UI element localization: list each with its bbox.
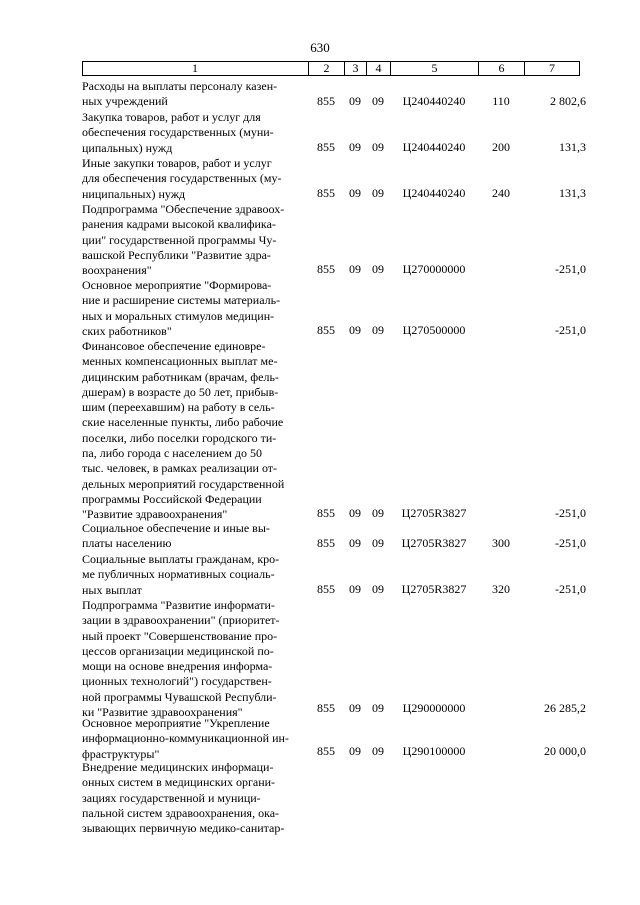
- row-name: Подпрограмма "Развитие информати- зации в здравоохранении" (приоритет- ный проект "Совершенствование про- цессов организации медицинской по- мощи на основе внедрения информа- ционных технологий") государствен- ной программы Чувашской Республи- ки "Развитие здравоохранения": [82, 598, 280, 720]
- row-target-code: Ц240440240: [402, 140, 466, 154]
- row-ministry-code: 855: [317, 186, 335, 200]
- row-subsection-code: 09: [372, 582, 384, 596]
- header-right-edge: [579, 62, 580, 76]
- row-name: Подпрограмма "Обеспечение здравоох- ранения кадрами высокой квалифика- ции" государственной программы Чу- вашской Республики "Развитие здра- воохранения": [82, 202, 285, 278]
- row-target-code: Ц2705R3827: [401, 506, 467, 520]
- row-section-code: 09: [349, 140, 361, 154]
- row-name: Расходы на выплаты персоналу казен- ных учреждений: [82, 79, 278, 109]
- row-section-code: 09: [349, 262, 361, 276]
- row-ministry-code: 855: [317, 582, 335, 596]
- row-subsection-code: 09: [372, 262, 384, 276]
- row-ministry-code: 855: [317, 94, 335, 108]
- header-col-3: 3: [352, 61, 359, 75]
- row-subsection-code: 09: [372, 744, 384, 758]
- row-amount: -251,0: [555, 262, 586, 276]
- row-amount: 26 285,2: [544, 701, 586, 715]
- row-subsection-code: 09: [372, 140, 384, 154]
- row-ministry-code: 855: [317, 701, 335, 715]
- row-target-code: Ц240440240: [402, 186, 466, 200]
- row-target-code: Ц270500000: [402, 323, 466, 337]
- page-number: 630: [310, 40, 330, 55]
- row-name: Закупка товаров, работ и услуг для обеспечения государственных (муни- ципальных) нужд: [82, 110, 274, 155]
- row-amount: -251,0: [555, 323, 586, 337]
- row-name: Внедрение медицинских информаци- онных систем в медицинских органи- зациях государственной и муници- пальной систем здравоохранения, ока- зывающих первичную медико-санитар-: [82, 760, 285, 836]
- row-section-code: 09: [349, 744, 361, 758]
- row-section-code: 09: [349, 506, 361, 520]
- row-ministry-code: 855: [317, 536, 335, 550]
- row-expense-type: 320: [492, 582, 510, 596]
- table-header: [82, 61, 580, 76]
- row-amount: -251,0: [555, 506, 586, 520]
- header-col-2: 2: [323, 61, 330, 75]
- row-target-code: Ц290100000: [402, 744, 466, 758]
- row-amount: -251,0: [555, 536, 586, 550]
- row-name: Основное мероприятие "Укрепление информационно-коммуникационной ин- фраструктуры": [82, 716, 289, 761]
- row-section-code: 09: [349, 186, 361, 200]
- row-subsection-code: 09: [372, 701, 384, 715]
- row-name: Иные закупки товаров, работ и услуг для обеспечения государственных (му- ниципальных) нужд: [82, 156, 282, 201]
- row-subsection-code: 09: [372, 536, 384, 550]
- row-name: Социальное обеспечение и иные вы- платы населению: [82, 521, 270, 551]
- row-target-code: Ц2705R3827: [401, 536, 467, 550]
- header-col-7: 7: [549, 61, 555, 75]
- header-col-4: 4: [375, 61, 382, 75]
- row-subsection-code: 09: [372, 94, 384, 108]
- row-section-code: 09: [349, 536, 361, 550]
- row-subsection-code: 09: [372, 323, 384, 337]
- row-expense-type: 240: [492, 186, 510, 200]
- header-col-5: 5: [431, 61, 438, 75]
- row-section-code: 09: [349, 701, 361, 715]
- row-amount: 20 000,0: [544, 744, 586, 758]
- row-amount: -251,0: [555, 582, 586, 596]
- header-col-1: 1: [192, 61, 198, 75]
- row-ministry-code: 855: [317, 506, 335, 520]
- row-subsection-code: 09: [372, 506, 384, 520]
- row-target-code: Ц2705R3827: [401, 582, 467, 596]
- row-expense-type: 110: [492, 94, 510, 108]
- row-ministry-code: 855: [317, 744, 335, 758]
- row-ministry-code: 855: [317, 262, 335, 276]
- row-amount: 131,3: [559, 186, 586, 200]
- row-target-code: Ц270000000: [402, 262, 466, 276]
- row-name: Финансовое обеспечение единовре- менных компенсационных выплат ме- дицинским работникам (врачам, фель- дшерам) в возрасте до 50 лет, прибыв- шим (переехавшим) на работу в сель- ские населенные пункты, либо рабочие поселки, либо поселки городского ти- па, либо города с населением до 50 тыс. человек, в рамках реализации от- дельных мероприятий государственной программы Российской Федерации "Развитие здравоохранения": [82, 339, 285, 522]
- row-amount: 2 802,6: [550, 94, 586, 108]
- row-amount: 131,3: [559, 140, 586, 154]
- row-subsection-code: 09: [372, 186, 384, 200]
- row-ministry-code: 855: [317, 140, 335, 154]
- row-name: Основное мероприятие "Формирова- ние и расширение системы материаль- ных и моральных стимулов медицин- ских работников": [82, 278, 281, 338]
- row-name: Социальные выплаты гражданам, кро- ме публичных нормативных социаль- ных выплат: [82, 552, 280, 597]
- row-expense-type: 300: [492, 536, 510, 550]
- row-section-code: 09: [349, 582, 361, 596]
- row-ministry-code: 855: [317, 323, 335, 337]
- row-section-code: 09: [349, 94, 361, 108]
- row-expense-type: 200: [492, 140, 510, 154]
- row-section-code: 09: [349, 323, 361, 337]
- header-col-6: 6: [498, 61, 505, 75]
- row-target-code: Ц290000000: [402, 701, 466, 715]
- row-target-code: Ц240440240: [402, 94, 466, 108]
